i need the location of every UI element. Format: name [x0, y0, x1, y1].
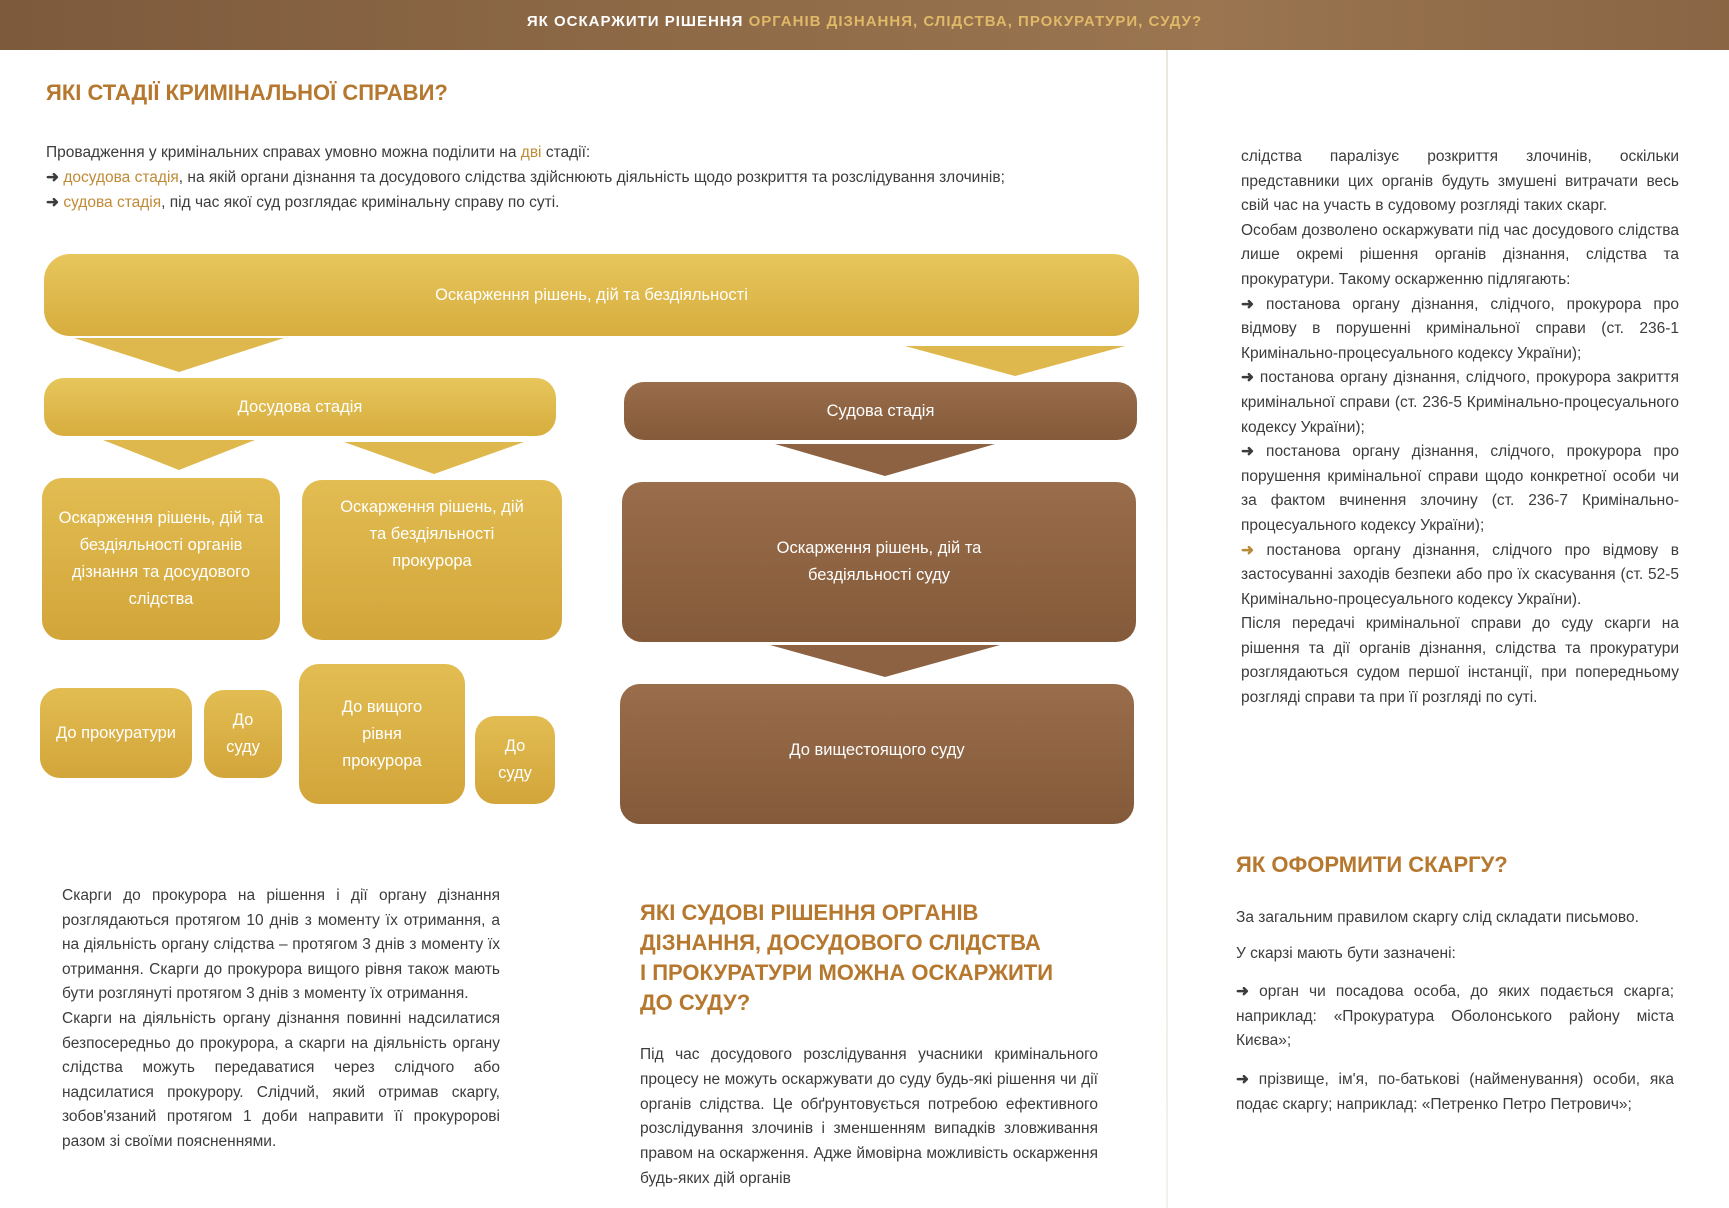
arrow-right-icon: ➜	[1241, 369, 1254, 387]
trial-stage-box: Судова стадія	[624, 382, 1137, 440]
arrow-down-icon	[775, 444, 995, 476]
court-appeal-heading	[640, 898, 1110, 1018]
intro-line1-pre: Провадження у кримінальних справах умовно можна поділити на	[46, 144, 521, 161]
complaint-item2: прізвище, ім'я, по-батькові (найменування) особи, яка подає скаргу; наприклад: «Петренко Петро Петрович»;	[1236, 1070, 1674, 1113]
prosecutor-complaints-para2: Скарги на діяльність органу дізнання повинні надсилатися безпосередньо до прокурора, а скарги на діяльність органу слідства можуть передаватися через слідчого або надсилатися прокурору. Слідчий, який отримав скаргу, зобов'язаний протягом 1 доби направити її прокуророві разом зі своїми поясненнями.	[62, 1009, 500, 1150]
arrow-down-icon	[905, 346, 1125, 376]
right-para3: Після передачі кримінальної справи до суду скарги на рішення та дії органів дізнання, слідства та прокуратури розглядаються судом першої інстанції, при попередньому розгляді справи та при її розгляді по суті.	[1241, 615, 1679, 707]
right-item1: постанова органу дізнання, слідчого, прокурора про відмову в порушенні кримінальної справи (ст. 236-1 Кримінально-процесуального кодексу України);	[1241, 295, 1679, 362]
arrow-right-icon: ➜	[46, 194, 59, 211]
header-title-part1: ЯК ОСКАРЖИТИ РІШЕННЯ	[526, 13, 744, 30]
arrow-right-icon: ➜	[1236, 983, 1249, 1001]
court-appeal-heading-line1: ЯКІ СУДОВІ РІШЕННЯ ОРГАНІВ	[640, 900, 979, 925]
court-appeal-heading-line4: ДО СУДУ?	[640, 990, 751, 1015]
right-para2: Особам дозволено оскаржувати під час досудового слідства лише окремі рішення органів дізнання, слідства та прокуратури. Такому оскарженню підлягають:	[1241, 221, 1679, 288]
intro-item2-rest: , під час якої суд розглядає кримінальну справу по суті.	[161, 194, 560, 211]
to-higher-court-box: До вищестоящого суду	[620, 684, 1134, 824]
intro-item1-lead: досудова стадія	[63, 169, 179, 186]
arrow-right-icon: ➜	[1241, 295, 1254, 313]
right-item4: постанова органу дізнання, слідчого про відмову в застосуванні заходів безпеки або про їх скасування (ст. 52-5 Кримінально-процесуального кодексу України).	[1241, 541, 1679, 608]
stages-intro	[46, 140, 1156, 215]
right-item2: постанова органу дізнання, слідчого, прокурора закриття кримінальної справи (ст. 236-5 Кримінально-процесуального кодексу України);	[1241, 369, 1679, 436]
arrow-right-icon: ➜	[1241, 443, 1254, 461]
right-column-text	[1241, 145, 1679, 711]
complaint-item1: орган чи посадова особа, до яких подається скарга; наприклад: «Прокуратура Оболонського району міста Києва»;	[1236, 983, 1675, 1050]
to-prosecution-box: До прокуратури	[40, 688, 192, 778]
stages-heading: ЯКІ СТАДІЇ КРИМІНАЛЬНОЇ СПРАВИ?	[46, 80, 448, 105]
appeal-court-box: Оскарження рішень, дій та бездіяльності суду	[622, 482, 1136, 642]
complaint-form-text	[1236, 906, 1674, 1117]
page-fold	[1166, 50, 1168, 1208]
arrow-down-icon	[770, 645, 1000, 677]
court-appeal-para: Під час досудового розслідування учасники кримінального процесу не можуть оскаржувати до суду будь-які рішення чи дії органів слідства. Це обґрунтовується потребою ефективного розслідування злочинів і зменшенням випадків зловживання правом на оскарження. Адже ймовірна можливість оскарження будь-яких дій органів	[640, 1046, 1098, 1187]
to-court-box-1: До суду	[204, 690, 282, 778]
court-appeal-text	[640, 1043, 1098, 1192]
arrow-down-icon	[103, 440, 255, 470]
header-title-part2: ОРГАНІВ ДІЗНАННЯ, СЛІДСТВА, ПРОКУРАТУРИ, СУДУ?	[748, 13, 1203, 30]
arrow-right-icon: ➜	[1241, 541, 1254, 559]
pretrial-stage-box: Досудова стадія	[44, 378, 556, 436]
running-header	[0, 13, 1729, 30]
appeal-prosecutor-box: Оскарження рішень, дій та бездіяльності прокурора	[302, 480, 562, 640]
prosecutor-complaints-para1: Скарги до прокурора на рішення і дії органу дізнання розглядаються протягом 10 днів з моменту їх отримання, а на діяльність органу слідства – протягом 3 днів з моменту їх отримання. Скарги до прокурора вищого рівня також мають бути розглянуті протягом 3 днів з моменту їх отримання.	[62, 887, 500, 1003]
arrow-down-icon	[74, 338, 284, 372]
right-item3: постанова органу дізнання, слідчого, прокурора про порушення кримінальної справи щодо конкретної особи чи за фактом вчинення злочину (ст. 236-7 Кримінально-процесуального кодексу України);	[1241, 443, 1679, 534]
arrow-right-icon: ➜	[46, 169, 59, 186]
to-court-box-2: До суду	[475, 716, 555, 804]
to-higher-prosecutor-box: До вищого рівня прокурора	[299, 664, 465, 804]
prosecutor-complaints-text	[62, 884, 500, 1155]
intro-line1-highlight: дві	[520, 144, 542, 161]
arrow-down-icon	[344, 442, 524, 474]
arrow-right-icon: ➜	[1236, 1070, 1249, 1088]
complaint-form-para2: У скарзі мають бути зазначені:	[1236, 944, 1456, 962]
intro-item2-lead: судова стадія	[63, 194, 162, 211]
intro-line1-post: стадії:	[541, 144, 591, 161]
court-appeal-heading-line2: ДІЗНАННЯ, ДОСУДОВОГО СЛІДСТВА	[640, 930, 1041, 955]
complaint-form-para1: За загальним правилом скаргу слід складати письмово.	[1236, 909, 1639, 926]
court-appeal-heading-line3: І ПРОКУРАТУРИ МОЖНА ОСКАРЖИТИ	[640, 960, 1054, 985]
intro-item1-rest: , на якій органи дізнання та досудового слідства здійснюють діяльність щодо розкриття та розслідування злочинів;	[178, 169, 1005, 186]
appeal-investigation-box: Оскарження рішень, дій та бездіяльності органів дізнання та досудового слідства	[42, 478, 280, 640]
right-para1: слідства паралізує розкриття злочинів, оскільки представники цих органів будуть змушені витрачати весь свій час на участь в судовому розгляді таких скарг.	[1241, 148, 1679, 215]
complaint-form-heading: ЯК ОФОРМИТИ СКАРГУ?	[1236, 852, 1508, 877]
diagram-top-box: Оскарження рішень, дій та бездіяльності	[44, 254, 1139, 336]
